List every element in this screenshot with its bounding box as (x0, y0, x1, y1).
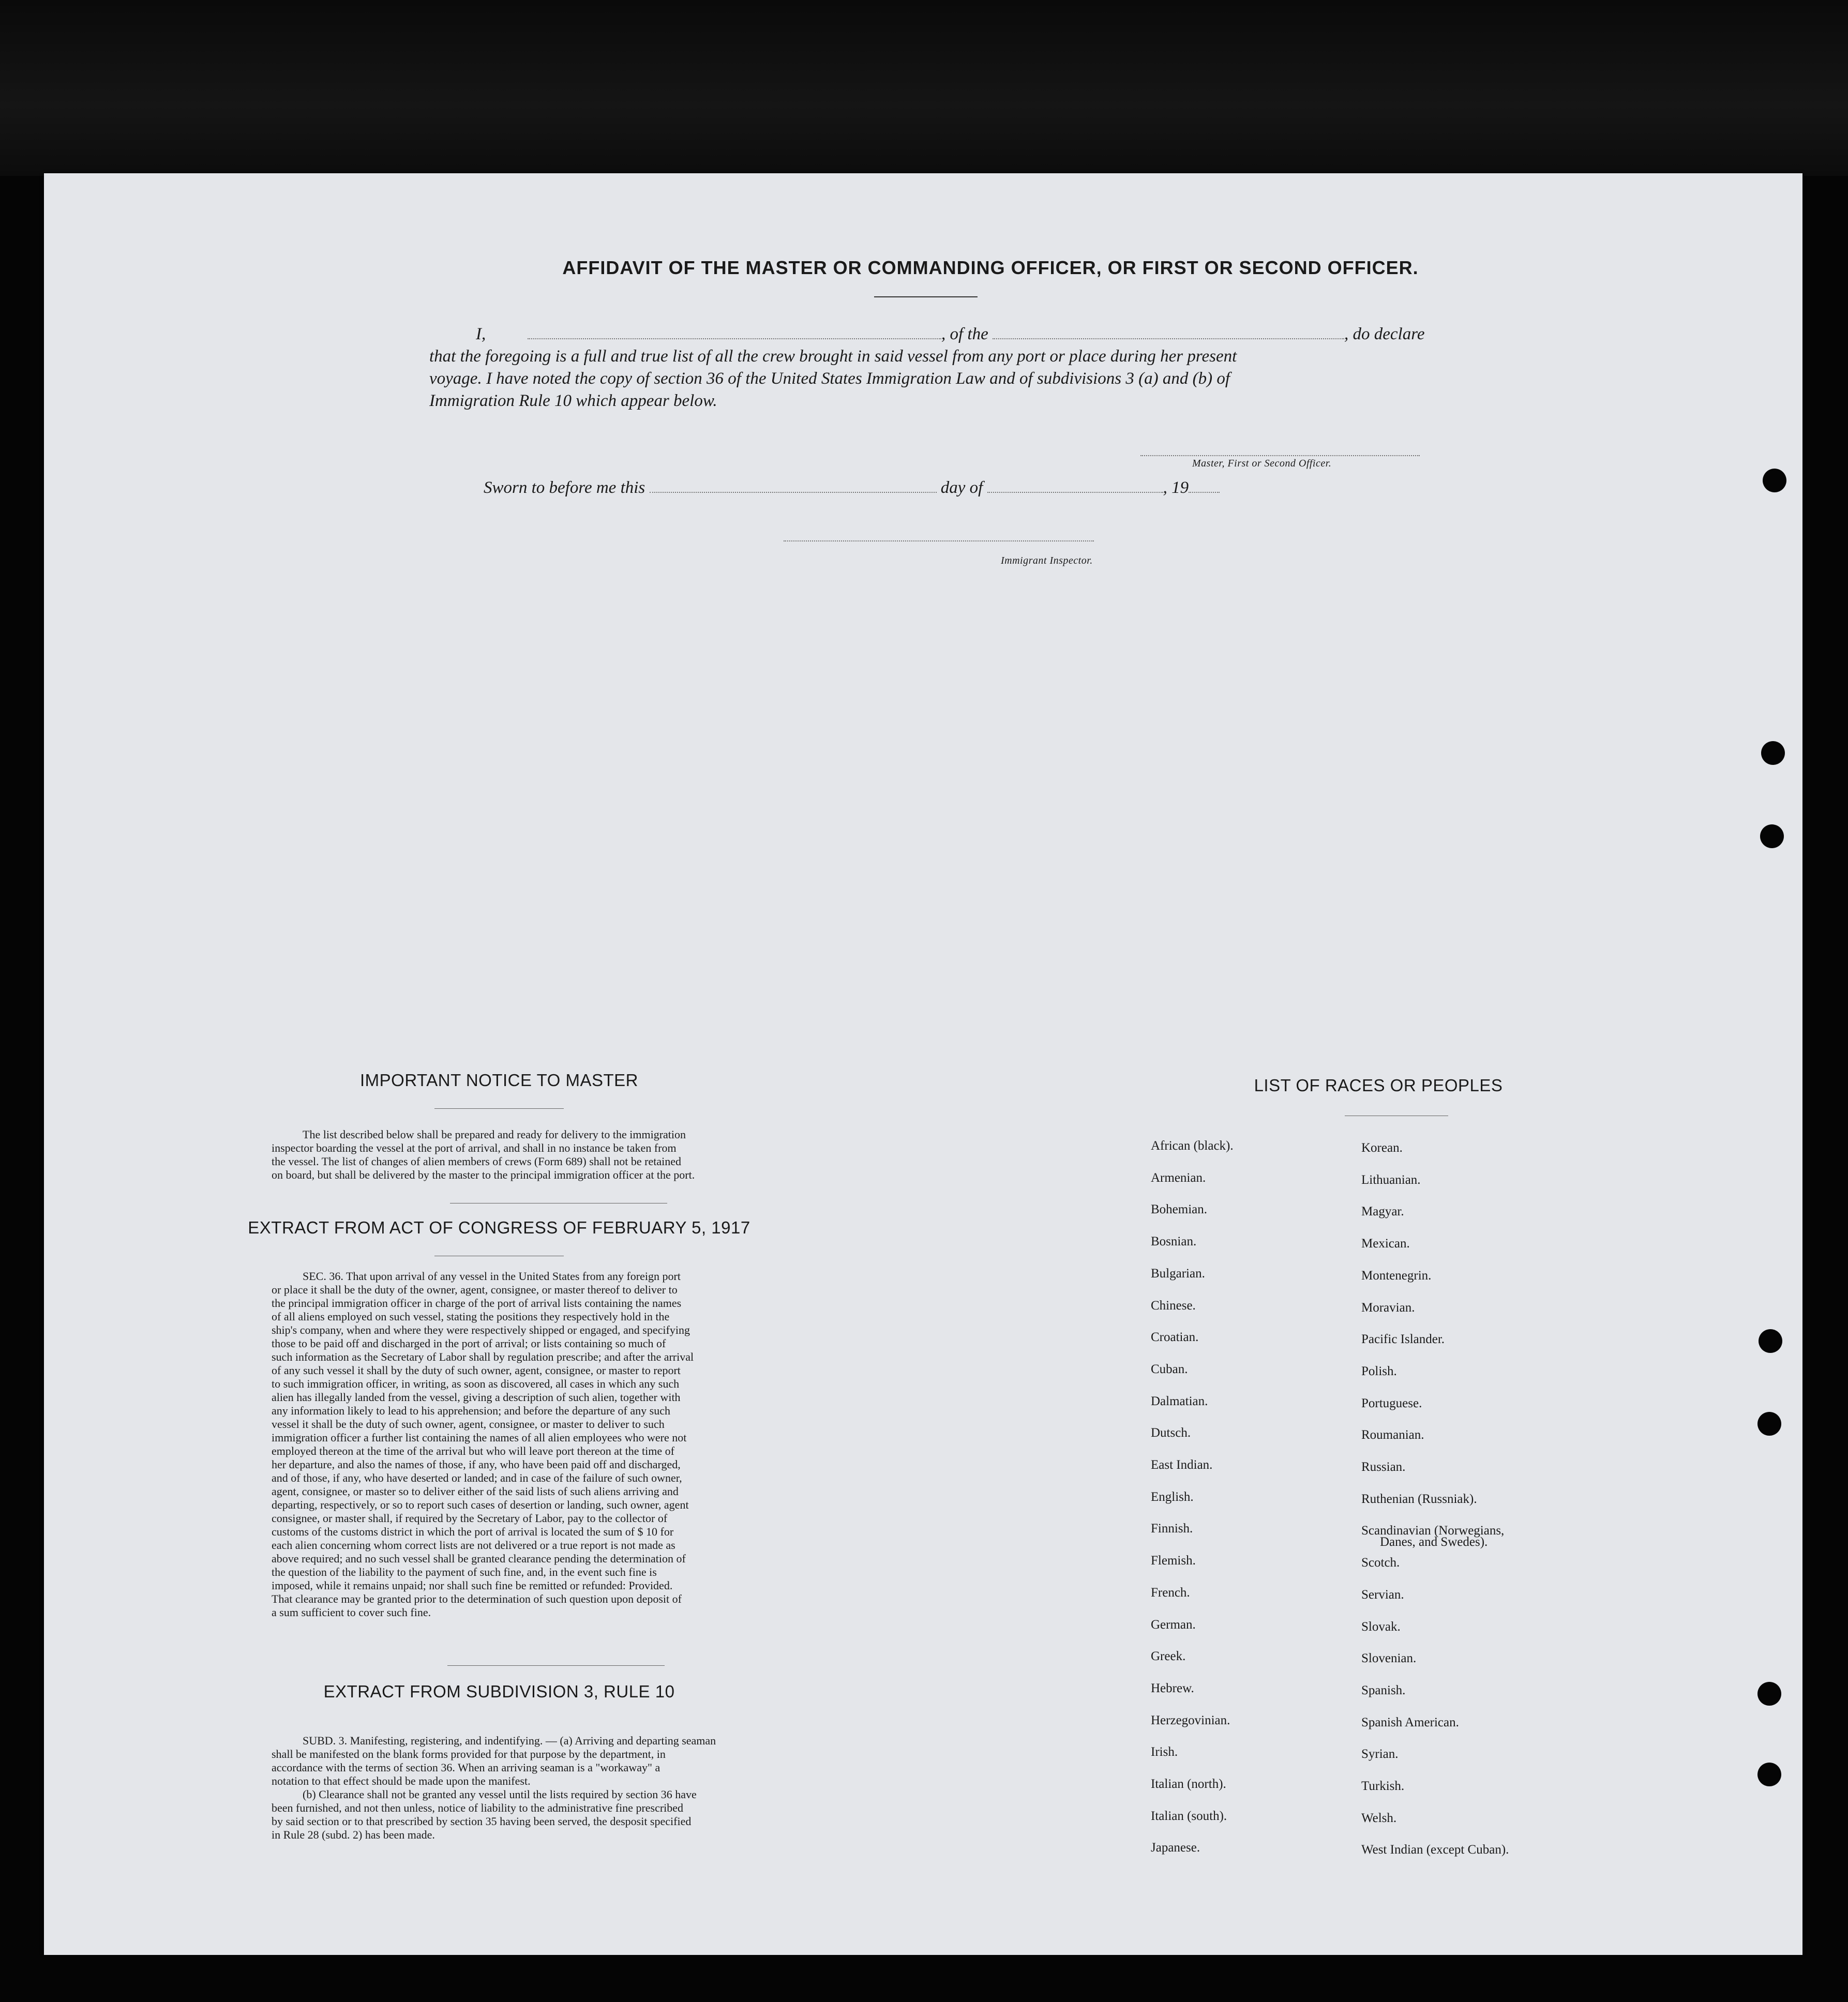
punch-hole (1759, 1329, 1782, 1353)
punch-hole (1757, 1412, 1781, 1436)
act-text-line: each alien concerning whom correct lists are not delivered or a true report is not made as (272, 1539, 675, 1552)
races-title: LIST OF RACES OR PEOPLES (1254, 1076, 1503, 1095)
races-list-item: Pacific Islander. (1361, 1332, 1445, 1347)
act-text-line: employed thereon at the time of the arrival but who will leave port thereon at the time of (272, 1444, 674, 1457)
races-list-item: Ruthenian (Russniak). (1361, 1492, 1477, 1506)
act-text-line: her departure, and also the names of those, if any, who have been paid off and discharged, (272, 1458, 681, 1471)
act-text-line: to such immigration officer, in writing, as soon as discovered, all cases in which any such (272, 1377, 680, 1390)
vessel-field[interactable] (993, 338, 1344, 339)
notice-title: IMPORTANT NOTICE TO MASTER (359, 1071, 638, 1090)
punch-hole (1763, 469, 1786, 492)
races-list-item: Greek. (1151, 1649, 1186, 1664)
races-list-item: Slovak. (1361, 1619, 1401, 1634)
act-text-line: alien has illegally landed from the vessel, giving a description of such alien, together with (272, 1391, 681, 1404)
rule-text-line: in Rule 28 (subd. 2) has been made. (272, 1828, 435, 1841)
races-list-item: Bosnian. (1151, 1235, 1197, 1249)
act-text-line: SEC. 36. That upon arrival of any vessel in the United States from any foreign port (303, 1270, 681, 1283)
day-of-label: day of (940, 478, 983, 497)
races-list-item: Bohemian. (1151, 1202, 1208, 1217)
races-list-item: Flemish. (1151, 1554, 1196, 1568)
act-text-line: the principal immigration officer in charge of the port of arrival lists containing the names (272, 1297, 682, 1309)
act-text-line: of all aliens employed on such vessel, stating the positions they respectively hold in the (272, 1310, 670, 1323)
races-list-item: Scotch. (1361, 1556, 1400, 1570)
races-list-item: Syrian. (1361, 1747, 1399, 1762)
act-text-line: vessel it shall be the duty of such owner, agent, consignee, or master to deliver to such (272, 1418, 665, 1431)
races-list-item: Chinese. (1151, 1298, 1196, 1313)
act-text-line: ship's company, when and where they were respectively shipped or engaged, and specifying (272, 1323, 690, 1336)
races-list-item: Russian. (1361, 1460, 1406, 1474)
notice-text-line: inspector boarding the vessel at the port of arrival, and shall in no instance be taken from (272, 1141, 677, 1154)
races-list-item: Herzegovinian. (1151, 1713, 1230, 1727)
declaration-line-4: Immigration Rule 10 which appear below. (429, 392, 717, 410)
scan-background (0, 0, 1848, 176)
punch-hole (1761, 741, 1785, 765)
of-the-label: , of the (941, 325, 988, 343)
sworn-month-field[interactable] (987, 492, 1163, 493)
sworn-day-field[interactable] (650, 492, 937, 493)
races-list-item: Polish. (1361, 1364, 1397, 1378)
notice-divider (434, 1108, 564, 1109)
punch-hole (1757, 1763, 1781, 1786)
races-list-item: English. (1151, 1489, 1194, 1504)
act-text-line: immigration officer a further list containing the names of all alien employees who were not (272, 1431, 687, 1444)
inspector-signature-line[interactable] (784, 540, 1094, 541)
notice-text (272, 1128, 913, 1182)
rule-text-line: (b) Clearance shall not be granted any vessel until the lists required by section 36 have (303, 1788, 697, 1801)
races-list-item: Spanish. (1361, 1683, 1406, 1697)
races-list-item: Irish. (1151, 1745, 1178, 1759)
races-right-column (1361, 1132, 1509, 1866)
races-list-item: Welsh. (1361, 1811, 1397, 1825)
races-list-item: Italian (north). (1151, 1777, 1226, 1792)
act-text-line: agent, consignee, or master so to deliver either of the said lists of such aliens arriving and (272, 1485, 679, 1498)
races-list-item: Finnish. (1151, 1522, 1193, 1536)
act-text (272, 1270, 913, 1619)
rule-text-line: notation to that effect should be made upon the manifest. (272, 1774, 531, 1787)
declaration-line-2: that the foregoing is a full and true list of all the crew brought in said vessel from any port or place during her present (429, 347, 1237, 366)
act-text-line: the question of the liability to the payment of such fine, and, in the event such fine is (272, 1566, 657, 1578)
punch-hole (1757, 1682, 1781, 1706)
races-list-item: Slovenian. (1361, 1651, 1417, 1666)
master-signature-line[interactable] (1140, 455, 1420, 456)
act-text-line: a sum sufficient to cover such fine. (272, 1606, 431, 1619)
do-declare-label: , do declare (1344, 325, 1425, 343)
races-list-item: Dutsch. (1151, 1426, 1191, 1440)
sworn-year-field[interactable] (1189, 492, 1220, 493)
races-list-item: Roumanian. (1361, 1428, 1424, 1442)
rule-text-line: accordance with the terms of section 36. When an arriving seaman is a "workaway" a (272, 1761, 660, 1774)
races-list-item-continuation: Danes, and Swedes). (1380, 1535, 1488, 1549)
races-list-item: West Indian (except Cuban). (1361, 1843, 1509, 1857)
inspector-signature-label: Immigrant Inspector. (1001, 555, 1093, 566)
races-list-item: Bulgarian. (1151, 1266, 1205, 1281)
races-list-item: Dalmatian. (1151, 1394, 1208, 1408)
races-list-item: Montenegrin. (1361, 1268, 1432, 1283)
act-text-line: imposed, while it remains unpaid; nor shall such fine be remitted or refunded: Provided. (272, 1579, 673, 1592)
affidavit-title: AFFIDAVIT OF THE MASTER OR COMMANDING OFFICER, OR FIRST OR SECOND OFFICER. (562, 257, 1419, 278)
races-list-item: Croatian. (1151, 1330, 1199, 1345)
races-list-item: African (black). (1151, 1139, 1234, 1153)
races-list-item: Cuban. (1151, 1362, 1188, 1376)
races-list-item: Hebrew. (1151, 1681, 1194, 1695)
act-text-line: and of those, if any, who have deserted or landed; and in case of the failure of such owner, (272, 1471, 682, 1484)
act-text-line: departing, respectively, or so to report such cases of desertion or landing, such owner, agent (272, 1498, 689, 1511)
races-list-item: Japanese. (1151, 1841, 1200, 1855)
races-list-item: Servian. (1361, 1587, 1404, 1602)
races-list-item: Scandinavian (Norwegians, (1361, 1524, 1505, 1538)
races-list-item: German. (1151, 1617, 1196, 1632)
act-text-line: of any such vessel it shall by the duty of such owner, agent, consignee, or master to report (272, 1364, 681, 1377)
races-list-item: Armenian. (1151, 1170, 1206, 1185)
act-text-line: customs of the customs district in which the port of arrival is located the sum of $ 10 for (272, 1525, 674, 1538)
races-list-item: Spanish American. (1361, 1715, 1459, 1729)
notice-text-line: the vessel. The list of changes of alien members of crews (Form 689) shall not be retained (272, 1155, 681, 1168)
races-list-item: French. (1151, 1585, 1190, 1600)
act-text-line: That clearance may be granted prior to the determination of such question upon deposit of (272, 1592, 682, 1605)
rule-title: EXTRACT FROM SUBDIVISION 3, RULE 10 (323, 1682, 675, 1701)
races-list-item: Moravian. (1361, 1300, 1415, 1315)
races-list-item: Portuguese. (1361, 1396, 1422, 1410)
races-list-item: Turkish. (1361, 1779, 1405, 1794)
act-text-line: above required; and no such vessel shall be granted clearance pending the determination of (272, 1552, 686, 1565)
notice-text-line: on board, but shall be delivered by the master to the principal immigration officer at the port. (272, 1168, 695, 1181)
races-list-item: Mexican. (1361, 1237, 1410, 1251)
act-text-line: those to be paid off and discharged in the port of arrival; or lists containing so much of (272, 1337, 666, 1350)
races-list-item: Lithuanian. (1361, 1172, 1421, 1187)
master-signature-label: Master, First or Second Officer. (1192, 458, 1332, 469)
punch-hole (1760, 824, 1784, 848)
rule-text (272, 1734, 913, 1842)
rule-text-line: been furnished, and not then unless, notice of liability to the administrative fine prescribed (272, 1801, 684, 1814)
act-title: EXTRACT FROM ACT OF CONGRESS OF FEBRUARY 5, 1917 (248, 1218, 750, 1237)
act-text-line: or place it shall be the duty of the owner, agent, consignee, or master thereof to deliver to (272, 1283, 678, 1296)
sworn-line (484, 478, 1220, 498)
declaration-i: I, (476, 325, 486, 343)
rule-text-line: SUBD. 3. Manifesting, registering, and indentifying. — (a) Arriving and departing seaman (303, 1734, 716, 1747)
races-list-item: Magyar. (1361, 1205, 1404, 1219)
races-list-item: Korean. (1361, 1141, 1403, 1155)
rule-text-line: shall be manifested on the blank forms provided for that purpose by the department, in (272, 1748, 666, 1760)
title-divider (874, 296, 978, 297)
rule-text-line: by said section or to that prescribed by section 35 having been served, the desposit specified (272, 1815, 692, 1828)
name-field[interactable] (528, 338, 941, 339)
races-list-item: Italian (south). (1151, 1809, 1227, 1823)
sworn-label: Sworn to before me this (484, 478, 645, 497)
document-page (44, 173, 1802, 1955)
races-left-column (1151, 1130, 1234, 1864)
declaration-line-3: voyage. I have noted the copy of section 36 of the United States Immigration Law and of subdivisions 3 (a) and (b) of (429, 369, 1230, 388)
act-section-divider (447, 1665, 665, 1666)
year-label: , 19 (1163, 478, 1189, 497)
notice-text-line: The list described below shall be prepared and ready for delivery to the immigration (303, 1128, 686, 1141)
act-text-line: consignee, or master shall, if required by the Secretary of Labor, pay to the collector of (272, 1512, 668, 1525)
races-list-item: East Indian. (1151, 1458, 1213, 1472)
declaration-text (429, 323, 1474, 412)
declaration-line-1 (429, 323, 1474, 345)
act-text-line: such information as the Secretary of Labor shall by regulation prescribe; and after the arrival (272, 1350, 694, 1363)
act-text-line: any information likely to lead to his apprehension; and before the departure of any such (272, 1404, 670, 1417)
